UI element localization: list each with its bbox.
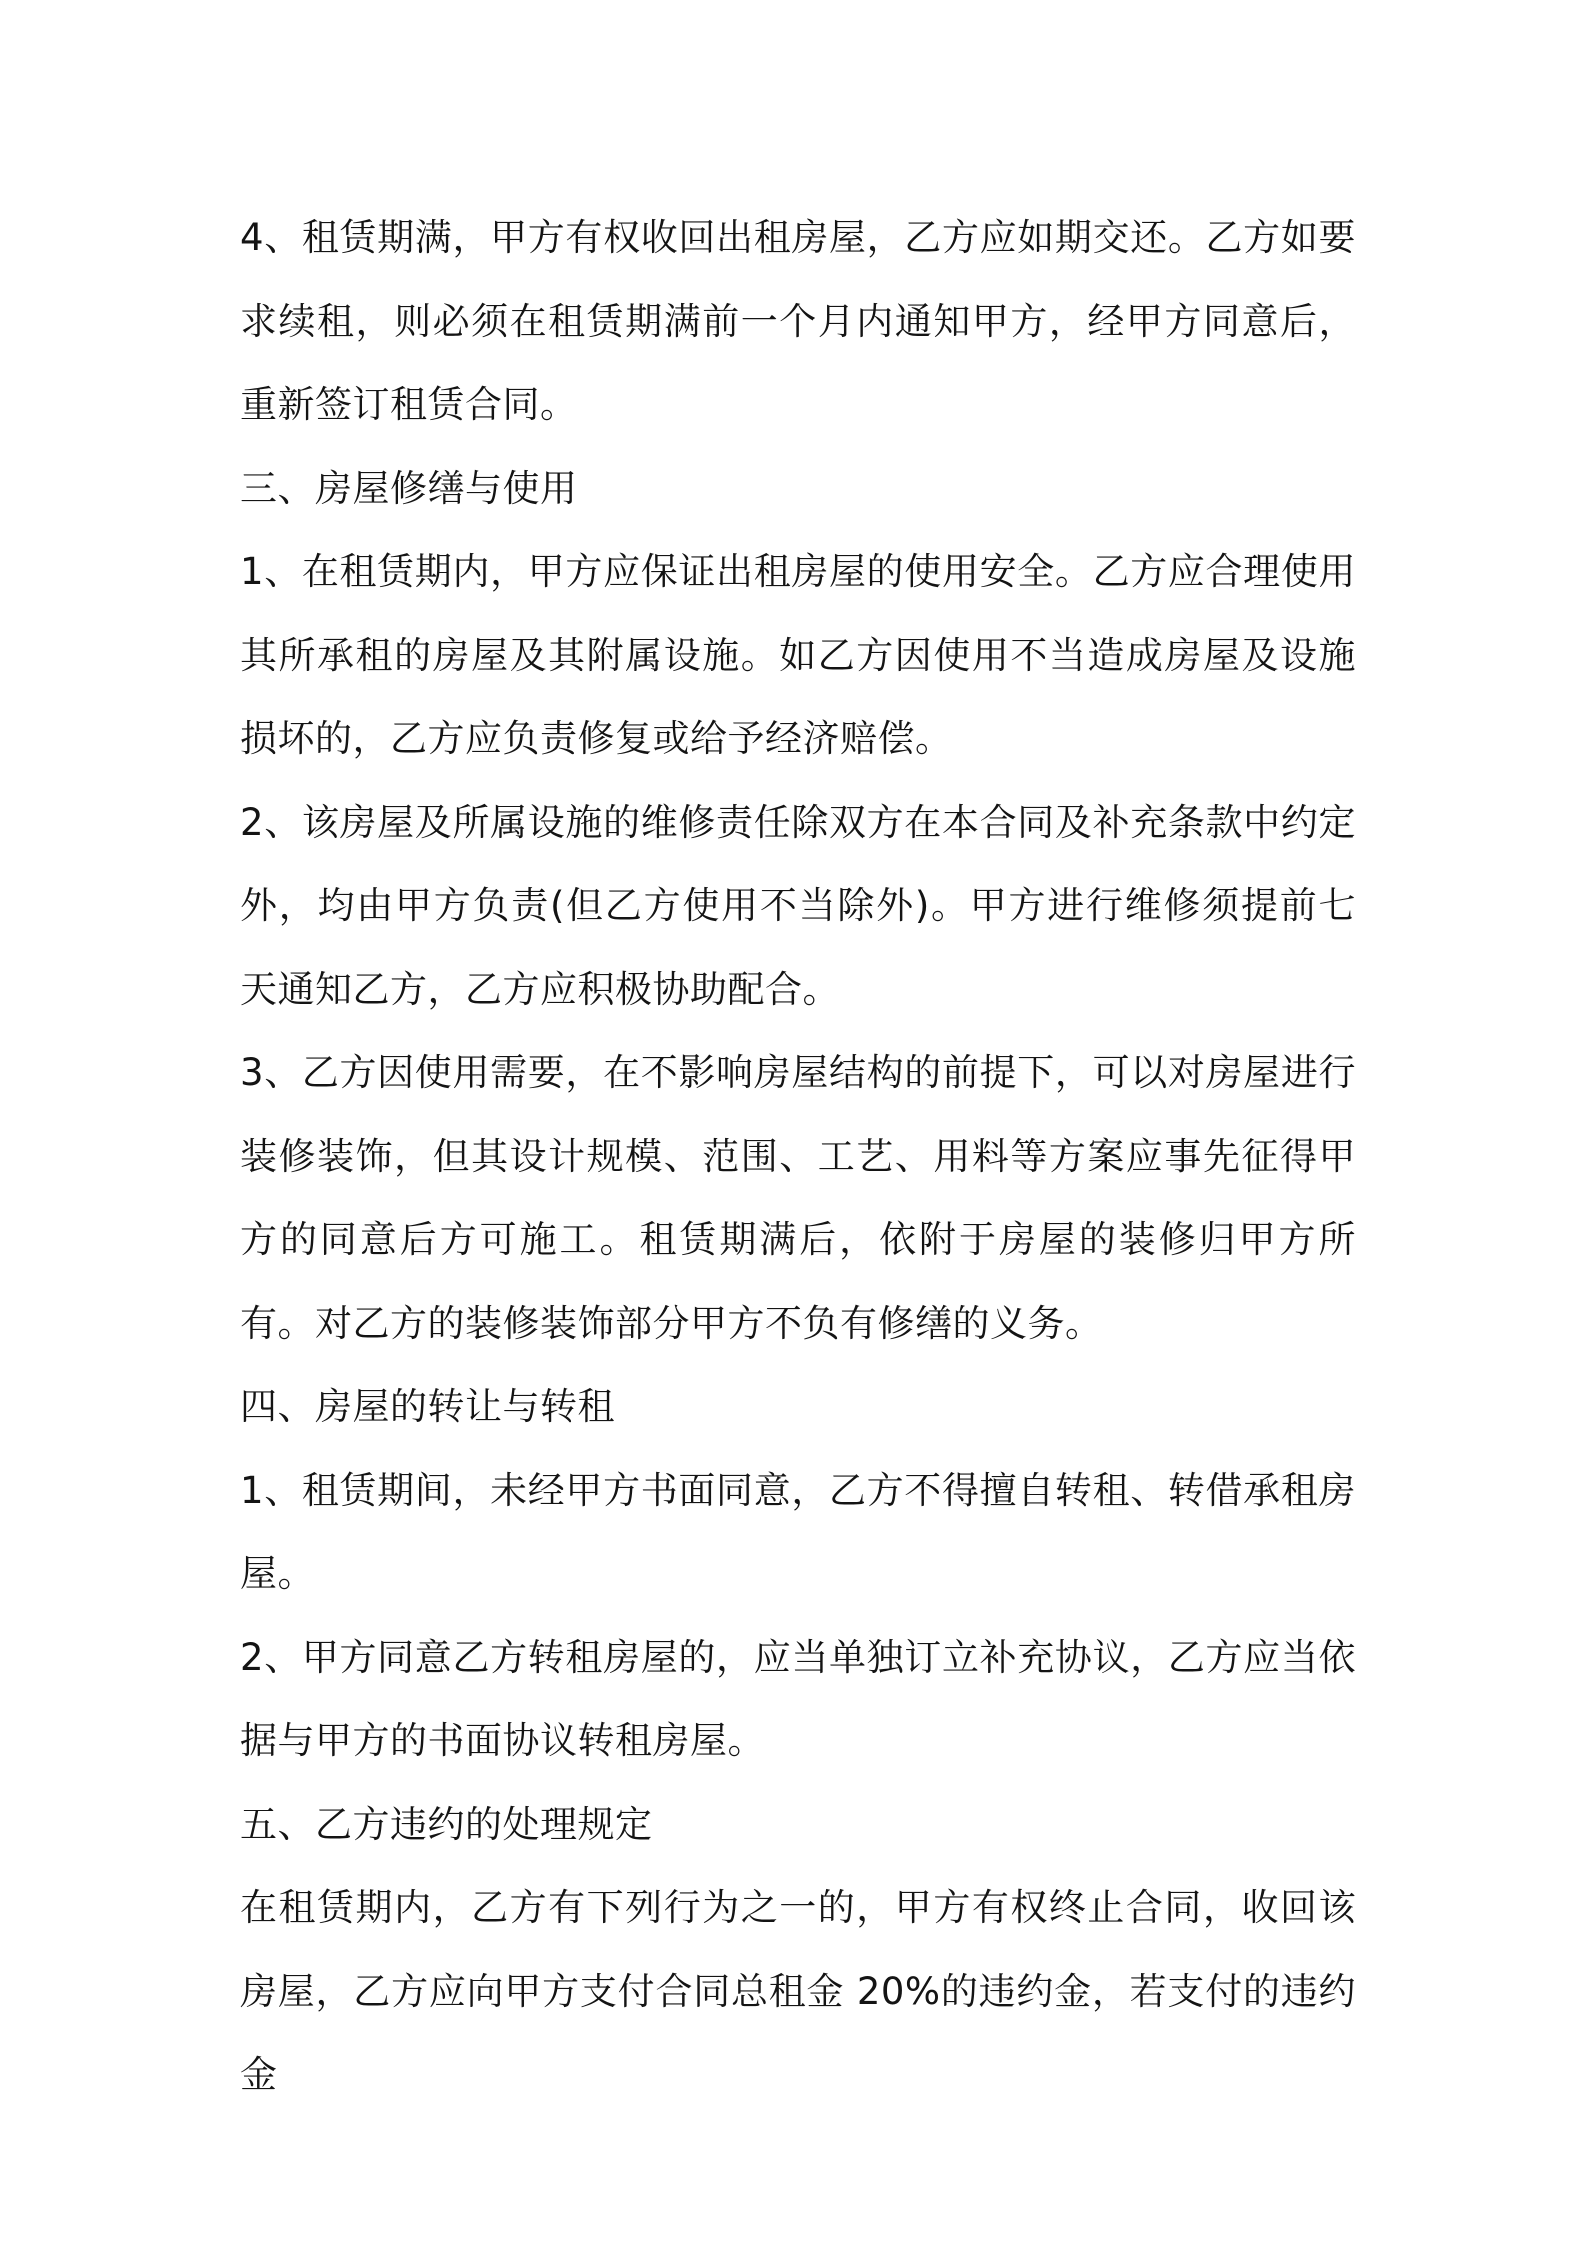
section-4-heading: 四、房屋的转让与转租 [240,1385,615,1428]
clause-5-breach-terms: 在租赁期内，乙方有下列行为之一的，甲方有权终止合同，收回该房屋，乙方应向甲方支付合同总租金 20%的违约金，若支付的违约金 [240,1886,1356,2096]
clause-3-3-renovation: 3、乙方因使用需要，在不影响房屋结构的前提下，可以对房屋进行装修装饰，但其设计规模、范围、工艺、用料等方案应事先征得甲方的同意后方可施工。租赁期满后，依附于房屋的装修归甲方所有。对乙方的装修装饰部分甲方不负有修缮的义务。 [240,1051,1356,1345]
clause-4-2-sublet-agreement: 2、甲方同意乙方转租房屋的，应当单独订立补充协议，乙方应当依据与甲方的书面协议转租房屋。 [240,1635,1356,1762]
clause-3-2-maintenance: 2、该房屋及所属设施的维修责任除双方在本合同及补充条款中约定外，均由甲方负责(但乙方使用不当除外)。甲方进行维修须提前七天通知乙方，乙方应积极协助配合。 [240,800,1356,1011]
clause-2-4-renewal: 4、租赁期满，甲方有权收回出租房屋，乙方应如期交还。乙方如要求续租，则必须在租赁期满前一个月内通知甲方，经甲方同意后，重新签订租赁合同。 [240,216,1356,426]
section-3-heading: 三、房屋修缮与使用 [240,466,578,510]
clause-3-1-safe-use: 1、在租赁期内，甲方应保证出租房屋的使用安全。乙方应合理使用其所承租的房屋及其附属设施。如乙方因使用不当造成房屋及设施损坏的，乙方应负责修复或给予经济赔偿。 [240,550,1356,760]
document-body [240,196,1356,2117]
clause-4-1-sublet-consent: 1、租赁期间，未经甲方书面同意，乙方不得擅自转租、转借承租房屋。 [240,1468,1356,1595]
section-5-heading: 五、乙方违约的处理规定 [240,1802,653,1846]
